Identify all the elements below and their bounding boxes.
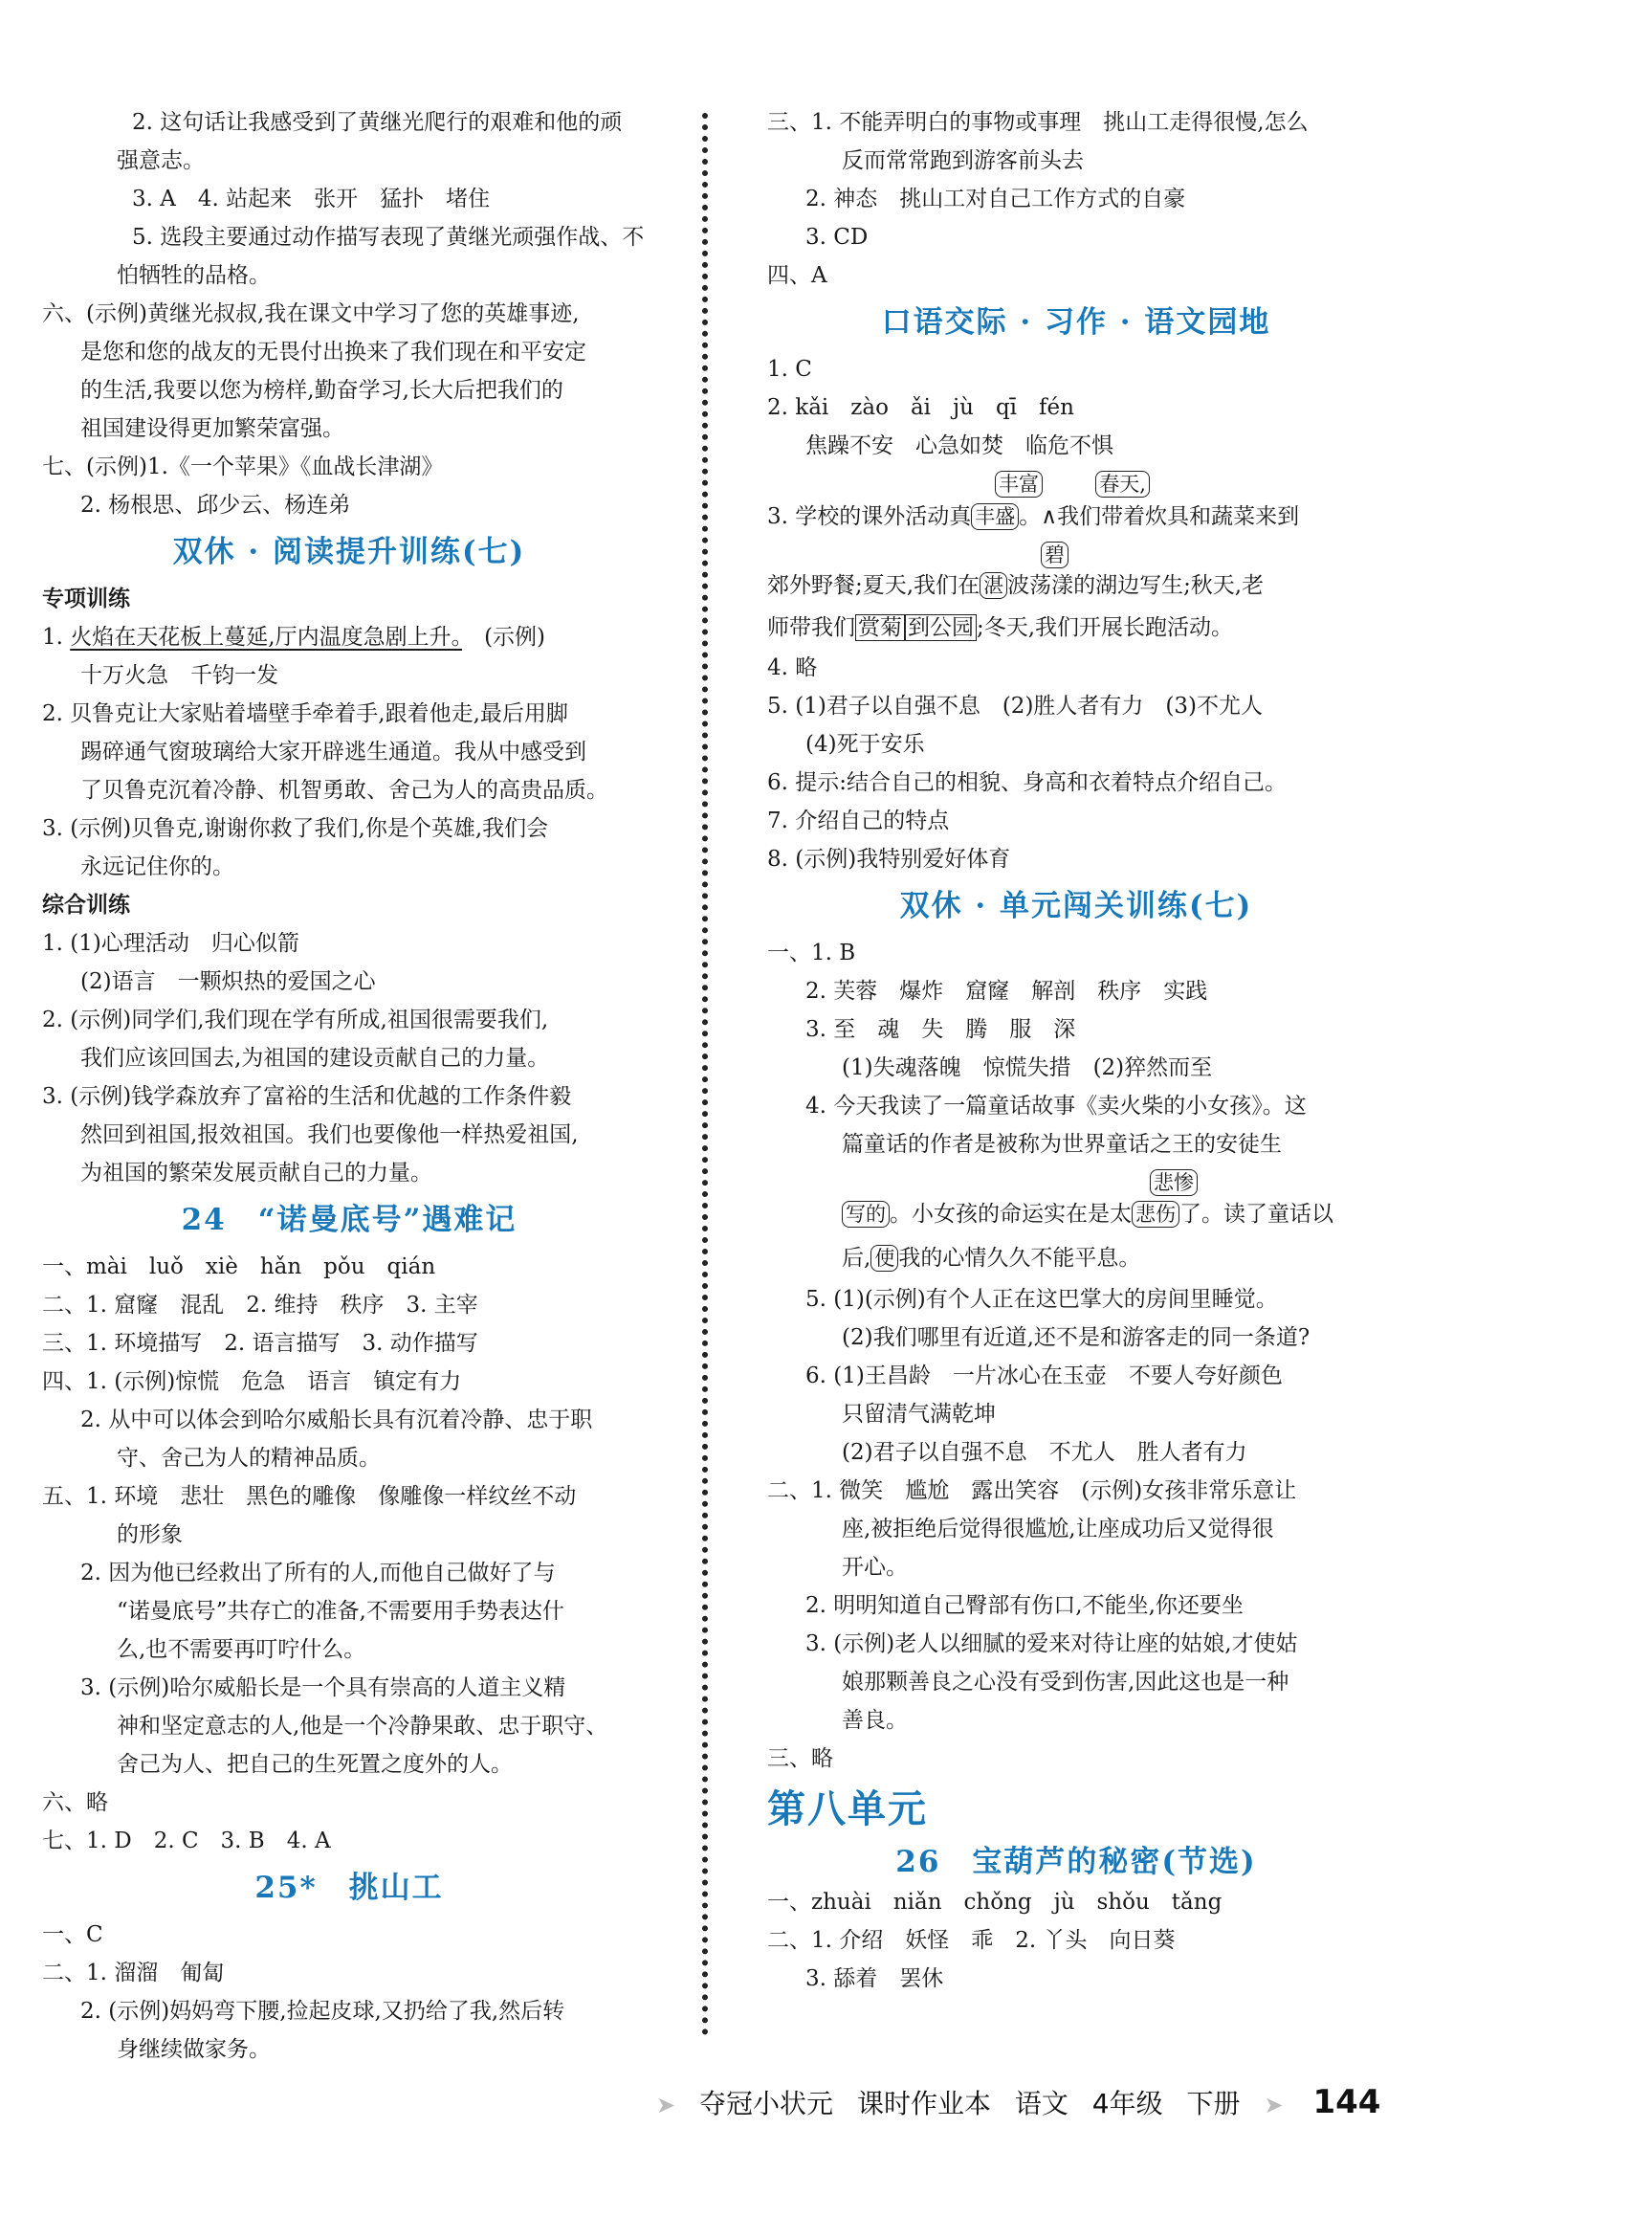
answer-line: 座,被拒绝后觉得很尴尬,让座成功后又觉得很 (842, 1517, 1274, 1541)
answer-line: 3. (示例)老人以细腻的爱来对待让座的姑娘,才使姑 (805, 1631, 1298, 1656)
text-segment: 。小女孩的命运实在是太 (890, 1202, 1132, 1227)
answer-line: 为祖国的繁荣发展贡献自己的力量。 (80, 1161, 432, 1186)
answer-line: 踢碎通气窗玻璃给大家开辟逃生通道。我从中感受到 (80, 740, 586, 765)
text-segment: 波荡漾的湖边写生;秋天,老 (1007, 573, 1265, 598)
page-number: 144 (1312, 2083, 1381, 2121)
answer-line: 二、1. 介绍 妖怪 乖 2. 丫头 向日葵 (767, 1928, 1176, 1953)
answer-line: 一、1. B (767, 941, 856, 965)
answer-line: 开心。 (842, 1555, 908, 1580)
answer-line: 的生活,我要以您为榜样,勤奋学习,长大后把我们的 (80, 378, 563, 403)
answer-line: 2. 这句话让我感受到了黄继光爬行的艰难和他的顽 (132, 110, 623, 135)
answer-line: (2)我们哪里有近道,还不是和游客走的同一条道? (842, 1325, 1311, 1350)
page-footer (656, 2078, 1396, 2126)
underlined-sentence: 火焰在天花板上蔓延,厅内温度急剧上升。 (70, 625, 463, 650)
answer-line: 3. (示例)贝鲁克,谢谢你救了我们,你是个英雄,我们会 (42, 816, 549, 841)
answer-line: 的形象 (117, 1522, 183, 1547)
text-segment: 我们带着炊具和蔬菜来到 (1057, 504, 1300, 529)
answer-line: 6. (1)王昌龄 一片冰心在玉壶 不要人夸好颜色 (805, 1363, 1283, 1388)
right-column (767, 103, 1385, 1998)
text-segment: 3. 学校的课外活动真 (767, 504, 972, 529)
answer-line: 强意志。 (117, 148, 205, 173)
answer-line: 七、(示例)1.《一个苹果》《血战长津湖》 (42, 454, 444, 479)
answer-line: 2. 芙蓉 爆炸 窟窿 解剖 秩序 实践 (805, 979, 1208, 1004)
correction-line (767, 465, 1385, 498)
answer-line: 怕牺牲的品格。 (117, 263, 271, 288)
answer-line: 身继续做家务。 (117, 2037, 271, 2062)
answer-line: 2. 杨根思、邱少云、杨连弟 (80, 493, 351, 518)
answer-line: 反而常常跑到游客前头去 (842, 148, 1084, 173)
answer-line: 了贝鲁克沉着冷静、机智勇敢、舍己为人的高贵品质。 (80, 778, 608, 803)
answer-line: 5. (1)(示例)有个人正在这巴掌大的房间里睡觉。 (805, 1287, 1278, 1312)
item-number: 1. (42, 625, 71, 650)
text-segment: ;冬天,我们开展长跑活动。 (977, 615, 1234, 640)
answer-line: 2. 神态 挑山工对自己工作方式的自豪 (805, 187, 1186, 211)
answer-line: 二、1. 微笑 尴尬 露出笑容 (示例)女孩非常乐意让 (767, 1478, 1297, 1503)
correction-line (767, 536, 1385, 565)
answer-line: 3. A 4. 站起来 张开 猛扑 堵住 (132, 187, 491, 211)
struck-word: 悲伤 (1132, 1201, 1179, 1228)
answer-line (767, 565, 1385, 607)
struck-word: 写的 (842, 1201, 890, 1228)
insert-caret-icon: ∧ (1041, 504, 1058, 529)
answer-line: 十万火急 千钧一发 (80, 663, 278, 688)
answer-line (767, 1192, 1385, 1236)
correction-mark: 春天, (1095, 471, 1150, 498)
example-note: (示例) (462, 625, 546, 650)
swap-box: 到公园 (905, 614, 977, 641)
answer-line: 舍己为人、把自己的生死置之度外的人。 (117, 1752, 513, 1777)
answer-line: (4)死于安乐 (805, 732, 925, 757)
answer-line: 神和坚定意志的人,他是一个冷静果敢、忠于职守、 (117, 1714, 608, 1739)
answer-line: 三、1. 不能弄明白的事物或事理 挑山工走得很慢,怎么 (767, 110, 1309, 135)
section-title: 双休 · 单元闯关训练(七) (899, 889, 1253, 923)
section-title: 口语交际 · 习作 · 语文园地 (881, 305, 1271, 340)
answer-line: 四、1. (示例)惊慌 危急 语言 镇定有力 (42, 1369, 462, 1394)
answer-line: 2. 贝鲁克让大家贴着墙壁手牵着手,跟着他走,最后用脚 (42, 701, 568, 726)
struck-word: 丰盛 (971, 503, 1019, 530)
arrow-icon: ➤ (1264, 2092, 1284, 2118)
answer-line: 六、略 (42, 1790, 108, 1815)
answer-line: 6. 提示:结合自己的相貌、身高和衣着特点介绍自己。 (767, 770, 1288, 795)
answer-line: 5. 选段主要通过动作描写表现了黄继光顽强作战、不 (132, 225, 645, 250)
answer-line: 2. kǎi zào ǎi jù qī fén (767, 395, 1074, 420)
answer-line: 五、1. 环境 悲壮 黑色的雕像 像雕像一样纹丝不动 (42, 1484, 577, 1509)
answer-line: 7. 介绍自己的特点 (767, 809, 950, 833)
footer-subject: 语文 (1014, 2088, 1068, 2119)
answer-line: 4. 略 (767, 655, 818, 680)
answer-line: 篇童话的作者是被称为世界童话之王的安徒生 (842, 1132, 1282, 1157)
answer-line: (2)君子以自强不息 不尤人 胜人者有力 (842, 1440, 1247, 1465)
answer-line: 3. 舔着 罢休 (805, 1966, 944, 1991)
answer-line: 二、1. 窟窿 混乱 2. 维持 秩序 3. 主宰 (42, 1293, 478, 1318)
lesson-title: 25* 挑山工 (254, 1871, 444, 1905)
answer-line: 2. (示例)妈妈弯下腰,捡起皮球,又扔给了我,然后转 (80, 1999, 565, 2024)
answer-line: 2. (示例)同学们,我们现在学有所成,祖国很需要我们, (42, 1008, 549, 1032)
answer-line: 3. (示例)哈尔威船长是一个具有崇高的人道主义精 (80, 1675, 566, 1700)
answer-line: 我们应该回国去,为祖国的建设贡献自己的力量。 (80, 1046, 550, 1071)
subsection-heading: 专项训练 (42, 586, 130, 611)
answer-line: 3. CD (805, 225, 869, 250)
text-segment: 。 (1019, 504, 1042, 529)
lesson-title: 26 宝葫芦的秘密(节选) (895, 1845, 1257, 1879)
answer-line (767, 607, 1385, 649)
answer-line: 2. 从中可以体会到哈尔威船长具有沉着冷静、忠于职 (80, 1408, 593, 1432)
answer-line: 娘那颗善良之心没有受到伤害,因此这也是一种 (842, 1670, 1289, 1695)
answer-line: 三、略 (767, 1746, 833, 1771)
answer-line: 只留清气满乾坤 (842, 1402, 996, 1427)
answer-line: 2. 因为他已经救出了所有的人,而他自己做好了与 (80, 1561, 556, 1585)
struck-word: 湛 (980, 572, 1007, 599)
answer-line: “诺曼底号”共存亡的准备,不需要用手势表达什 (117, 1599, 564, 1624)
answer-line: 一、zhuài niǎn chǒng jù shǒu tǎng (767, 1890, 1222, 1915)
correction-mark: 悲惨 (1150, 1169, 1198, 1196)
answer-line: (2)语言 一颗炽热的爱国之心 (80, 969, 376, 994)
text-segment: 师带我们 (767, 615, 855, 640)
text-segment: 后, (842, 1246, 871, 1271)
answer-line: 四、A (767, 263, 827, 288)
answer-line: 是您和您的战友的无畏付出换来了我们现在和平安定 (80, 340, 586, 365)
answer-line: 七、1. D 2. C 3. B 4. A (42, 1829, 331, 1853)
footer-volume: 下册 (1186, 2088, 1241, 2119)
answer-line: 4. 今天我读了一篇童话故事《卖火柴的小女孩》。这 (805, 1094, 1307, 1119)
answer-line: 焦躁不安 心急如焚 临危不惧 (805, 433, 1113, 458)
footer-grade: 4年级 (1091, 2088, 1163, 2119)
answer-line: 5. (1)君子以自强不息 (2)胜人者有力 (3)不尤人 (767, 694, 1263, 719)
answer-line: 然回到祖国,报效祖国。我们也要像他一样热爱祖国, (80, 1122, 579, 1147)
answer-line: 一、C (42, 1922, 103, 1947)
answer-line: 2. 明明知道自己臀部有伤口,不能坐,你还要坐 (805, 1593, 1244, 1618)
answer-line: 1. (1)心理活动 归心似箭 (42, 931, 299, 956)
text-segment: 郊外野餐;夏天,我们在 (767, 573, 980, 598)
left-column (42, 103, 656, 2069)
arrow-icon: ➤ (656, 2092, 676, 2118)
answer-line: 8. (示例)我特别爱好体育 (767, 847, 1011, 872)
text-segment: 了。读了童话以 (1179, 1202, 1333, 1227)
subsection-heading: 综合训练 (42, 892, 130, 918)
column-divider (702, 113, 708, 2036)
answer-line: 善良。 (842, 1708, 908, 1733)
correction-line (767, 1164, 1385, 1192)
answer-line: 二、1. 溜溜 匍匐 (42, 1961, 225, 1985)
answer-line: 一、mài luǒ xiè hǎn pǒu qián (42, 1254, 436, 1279)
lesson-title: 24 “诺曼底号”遇难记 (181, 1203, 518, 1237)
answer-line: 么,也不需要再叮咛什么。 (117, 1637, 366, 1662)
answer-line: 永远记住你的。 (80, 854, 234, 879)
answer-line: 六、(示例)黄继光叔叔,我在课文中学习了您的英雄事迹, (42, 301, 580, 326)
text-segment: 我的心情久久不能平息。 (898, 1246, 1141, 1271)
answer-line (42, 618, 656, 656)
struck-word: 使 (870, 1245, 898, 1272)
answer-line: 祖国建设得更加繁荣富强。 (80, 416, 344, 441)
swap-box: 赏菊 (855, 614, 905, 641)
answer-line: 3. (示例)钱学森放弃了富裕的生活和优越的工作条件毅 (42, 1084, 572, 1109)
answer-line (767, 1236, 1385, 1280)
correction-mark: 碧 (1041, 542, 1068, 568)
unit-title: 第八单元 (767, 1786, 928, 1831)
footer-brand: 夺冠小状元 (699, 2088, 834, 2119)
answer-line: 三、1. 环境描写 2. 语言描写 3. 动作描写 (42, 1331, 478, 1356)
footer-book: 课时作业本 (856, 2088, 991, 2119)
section-title: 双休 · 阅读提升训练(七) (172, 535, 526, 569)
answer-line: 3. 至 魂 失 腾 服 深 (805, 1017, 1076, 1042)
answer-line (767, 498, 1385, 536)
answer-line: 1. C (767, 357, 812, 382)
answer-line: (1)失魂落魄 惊慌失措 (2)猝然而至 (842, 1055, 1213, 1080)
correction-mark: 丰富 (995, 471, 1043, 498)
answer-line: 守、舍己为人的精神品质。 (117, 1446, 381, 1471)
